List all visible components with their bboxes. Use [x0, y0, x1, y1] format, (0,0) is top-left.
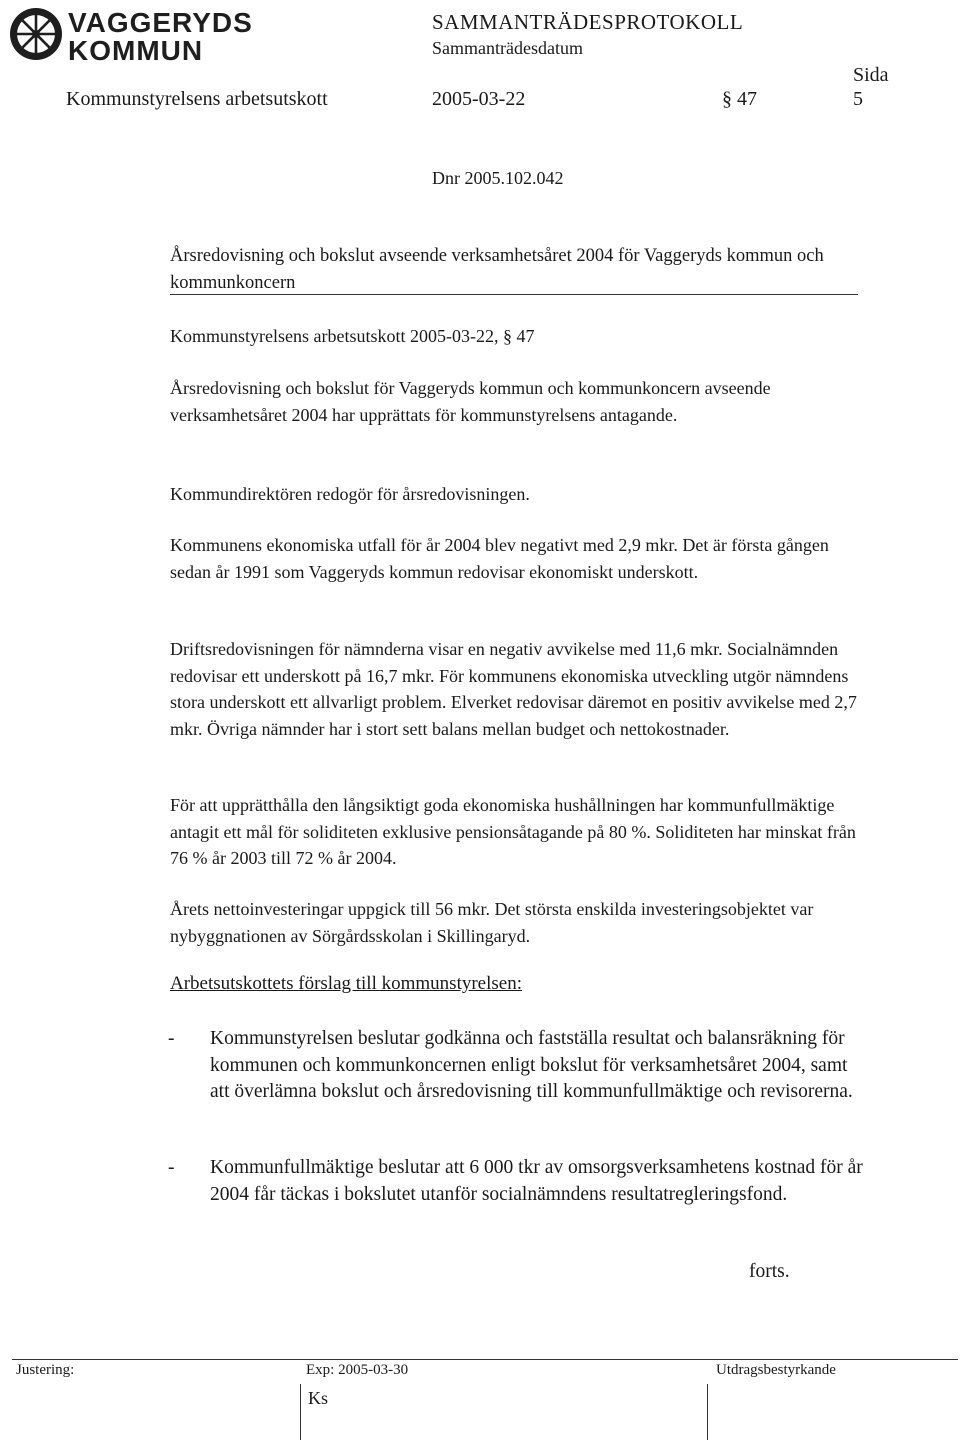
list-dash: - [168, 1028, 175, 1049]
body-name: Kommunstyrelsens arbetsutskott [66, 88, 328, 110]
paragraph-investments: Årets nettoinvesteringar uppgick till 56 mkr. Det största enskilda investeringsobjektet var nybyggnationen av Sörgårdsskolan i Skillingaryd. [170, 899, 814, 946]
meeting-date: 2005-03-22 [432, 88, 526, 110]
footer-expedition-date: Exp: 2005-03-30 [306, 1362, 409, 1378]
proposal-heading: Arbetsutskottets förslag till kommunstyrelsen: [170, 973, 522, 994]
paragraph-intro: Årsredovisning och bokslut för Vaggeryds kommun och kommunkoncern avseende verksamhetsåret 2004 har upprättats för kommunstyrelsens antagande. [170, 378, 771, 425]
footer-divider [300, 1384, 301, 1440]
list-dash: - [168, 1157, 175, 1178]
municipality-logo [8, 6, 253, 66]
protocol-title: SAMMANTRÄDESPROTOKOLL [432, 10, 744, 34]
meeting-date-label: Sammanträdesdatum [432, 38, 583, 58]
list-item-text: Kommunfullmäktige beslutar att 6 000 tkr av omsorgsverksamhetens kostnad för år 2004 får täckas i bokslutet utanför socialnämndens resultatregleringsfond. [210, 1157, 863, 1205]
paragraph-operations: Driftsredovisningen för nämnderna visar en negativ avvikelse med 11,6 mkr. Socialnämnden redovisar ett underskott på 16,7 mkr. För kommunens ekonomiska utveckling utgör nämndens stora underskott ett allvarligt problem. Elverket redovisar däremot en positiv avvikelse med 2,7 mkr. Övriga nämnder har i stort sett balans mellan budget och nettokostnader. [170, 639, 857, 739]
list-item-text: Kommunstyrelsen beslutar godkänna och fastställa resultat och balansräkning för kommunen och kommunkoncernen enligt bokslut för verksamhetsåret 2004, samt att överlämna bokslut och årsredovisning till kommunfullmäktige och revisorerna. [210, 1028, 853, 1102]
logo-line-2: KOMMUN [68, 35, 204, 66]
wheel-emblem-icon [8, 6, 64, 62]
footer-signature-initials: Ks [308, 1388, 329, 1408]
footer-justering: Justering: [16, 1362, 75, 1378]
continued-marker: forts. [749, 1261, 790, 1282]
paragraph-solidity: För att upprätthålla den långsiktigt goda ekonomiska hushållningen har kommunfullmäktige antagit ett mål för soliditeten exklusive pensionsåtagande på 80 %. Soliditeten har minskat från 76 % år 2003 till 72 % år 2004. [170, 795, 856, 868]
paragraph-result: Kommunens ekonomiska utfall för år 2004 blev negativt med 2,9 mkr. Det är första gången sedan år 1991 som Vaggeryds kommun redovisar ekonomiskt underskott. [170, 535, 829, 582]
title-underline [170, 294, 858, 295]
logo-line-1: VAGGERYDS [68, 7, 253, 38]
footer-rule [12, 1359, 958, 1360]
page-number: 5 [853, 88, 863, 110]
footer-divider [707, 1384, 708, 1440]
paragraph-reference: Kommunstyrelsens arbetsutskott 2005-03-22, § 47 [170, 326, 535, 346]
footer-certification: Utdragsbestyrkande [716, 1362, 836, 1378]
page-label: Sida [853, 64, 889, 86]
diary-number: Dnr 2005.102.042 [432, 168, 564, 188]
document-title: Årsredovisning och bokslut avseende verksamhetsåret 2004 för Vaggeryds kommun och kommunkoncern [170, 246, 824, 293]
paragraph-number: § 47 [722, 88, 757, 110]
paragraph-report: Kommundirektören redogör för årsredovisningen. [170, 484, 530, 504]
